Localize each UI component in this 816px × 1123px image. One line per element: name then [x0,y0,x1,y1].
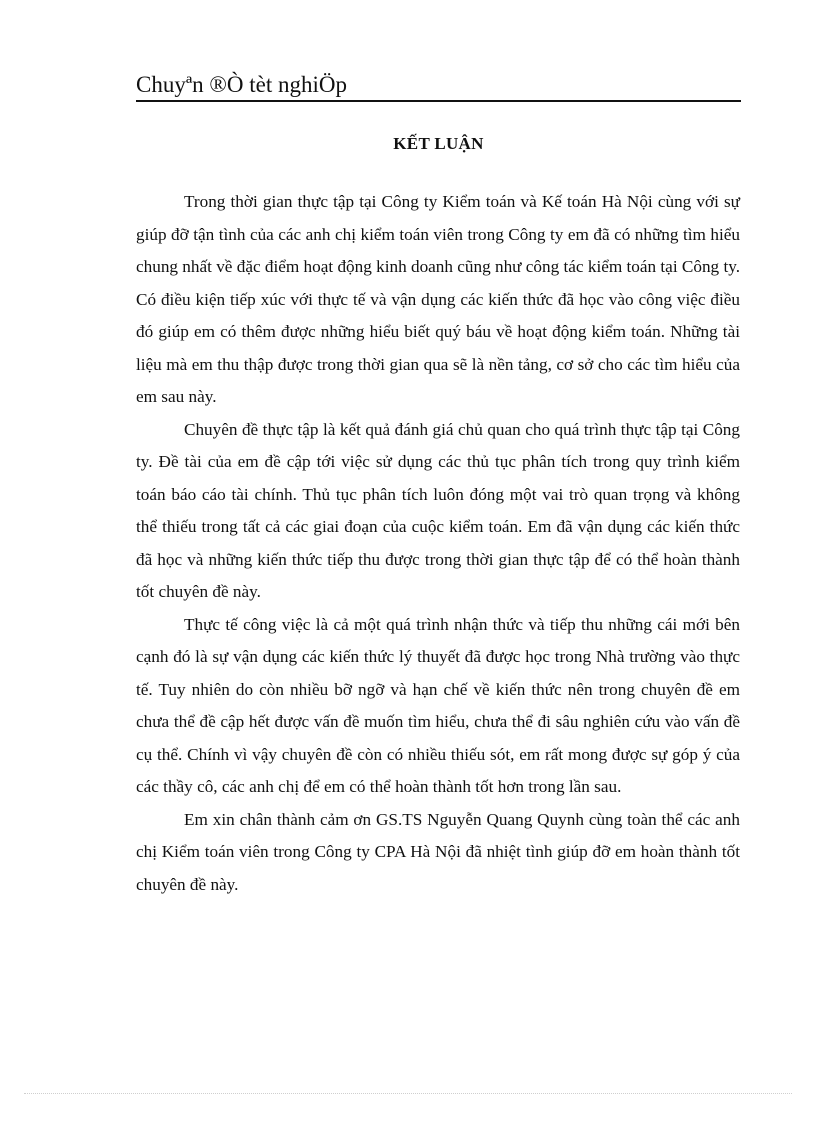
paragraph-3: Thực tế công việc là cả một quá trình nhận thức và tiếp thu những cái mới bên cạnh đó là sự vận dụng các kiến thức lý thuyết đã được học trong Nhà trường vào thực tế. Tuy nhiên do còn nhiều bỡ ngỡ và hạn chế về kiến thức nên trong chuyên đề em chưa thể đề cập hết được vấn đề muốn tìm hiểu, chưa thể đi sâu nghiên cứu vào vấn đề cụ thể. Chính vì vậy chuyên đề còn có nhiều thiếu sót, em rất mong được sự góp ý của các thầy cô, các anh chị để em có thể hoàn thành tốt hơn trong lần sau. [136,614,740,796]
paragraph-4: Em xin chân thành cảm ơn GS.TS Nguyễn Quang Quynh cùng toàn thể các anh chị Kiểm toán viên trong Công ty CPA Hà Nội đã nhiệt tình giúp đỡ em hoàn thành tốt chuyên đề này. [136,809,740,894]
paragraph-2: Chuyên đề thực tập là kết quả đánh giá chủ quan cho quá trình thực tập tại Công ty. Đề tài của em đề cập tới việc sử dụng các thủ tục phân tích trong quy trình kiểm toán báo cáo tài chính. Thủ tục phân tích luôn đóng một vai trò quan trọng và không thể thiếu trong tất cả các giai đoạn của cuộc kiểm toán. Em đã vận dụng các kiến thức đã học và những kiến thức tiếp thu được trong thời gian thực tập để có thể hoàn thành tốt chuyên đề này. [136,419,740,601]
document-title: KẾT LUẬN [393,134,484,153]
document-body [136,186,740,901]
paragraph-1: Trong thời gian thực tập tại Công ty Kiểm toán và Kế toán Hà Nội cùng với sự giúp đỡ tận tình của các anh chị kiểm toán viên trong Công ty em đã có những tìm hiểu chung nhất về đặc điểm hoạt động kinh doanh cũng như công tác kiểm toán tại Công ty. Có điều kiện tiếp xúc với thực tế và vận dụng các kiến thức đã học vào công việc điều đó giúp em có thêm được những hiểu biết quý báu về hoạt động kiểm toán. Những tài liệu mà em thu thập được trong thời gian qua sẽ là nền tảng, cơ sở cho các tìm hiểu của em sau này. [136,192,740,406]
page-header [136,66,741,102]
page-bottom-divider [24,1093,792,1094]
header-title: Chuyªn ®Ò tèt nghiÖp [136,72,348,97]
